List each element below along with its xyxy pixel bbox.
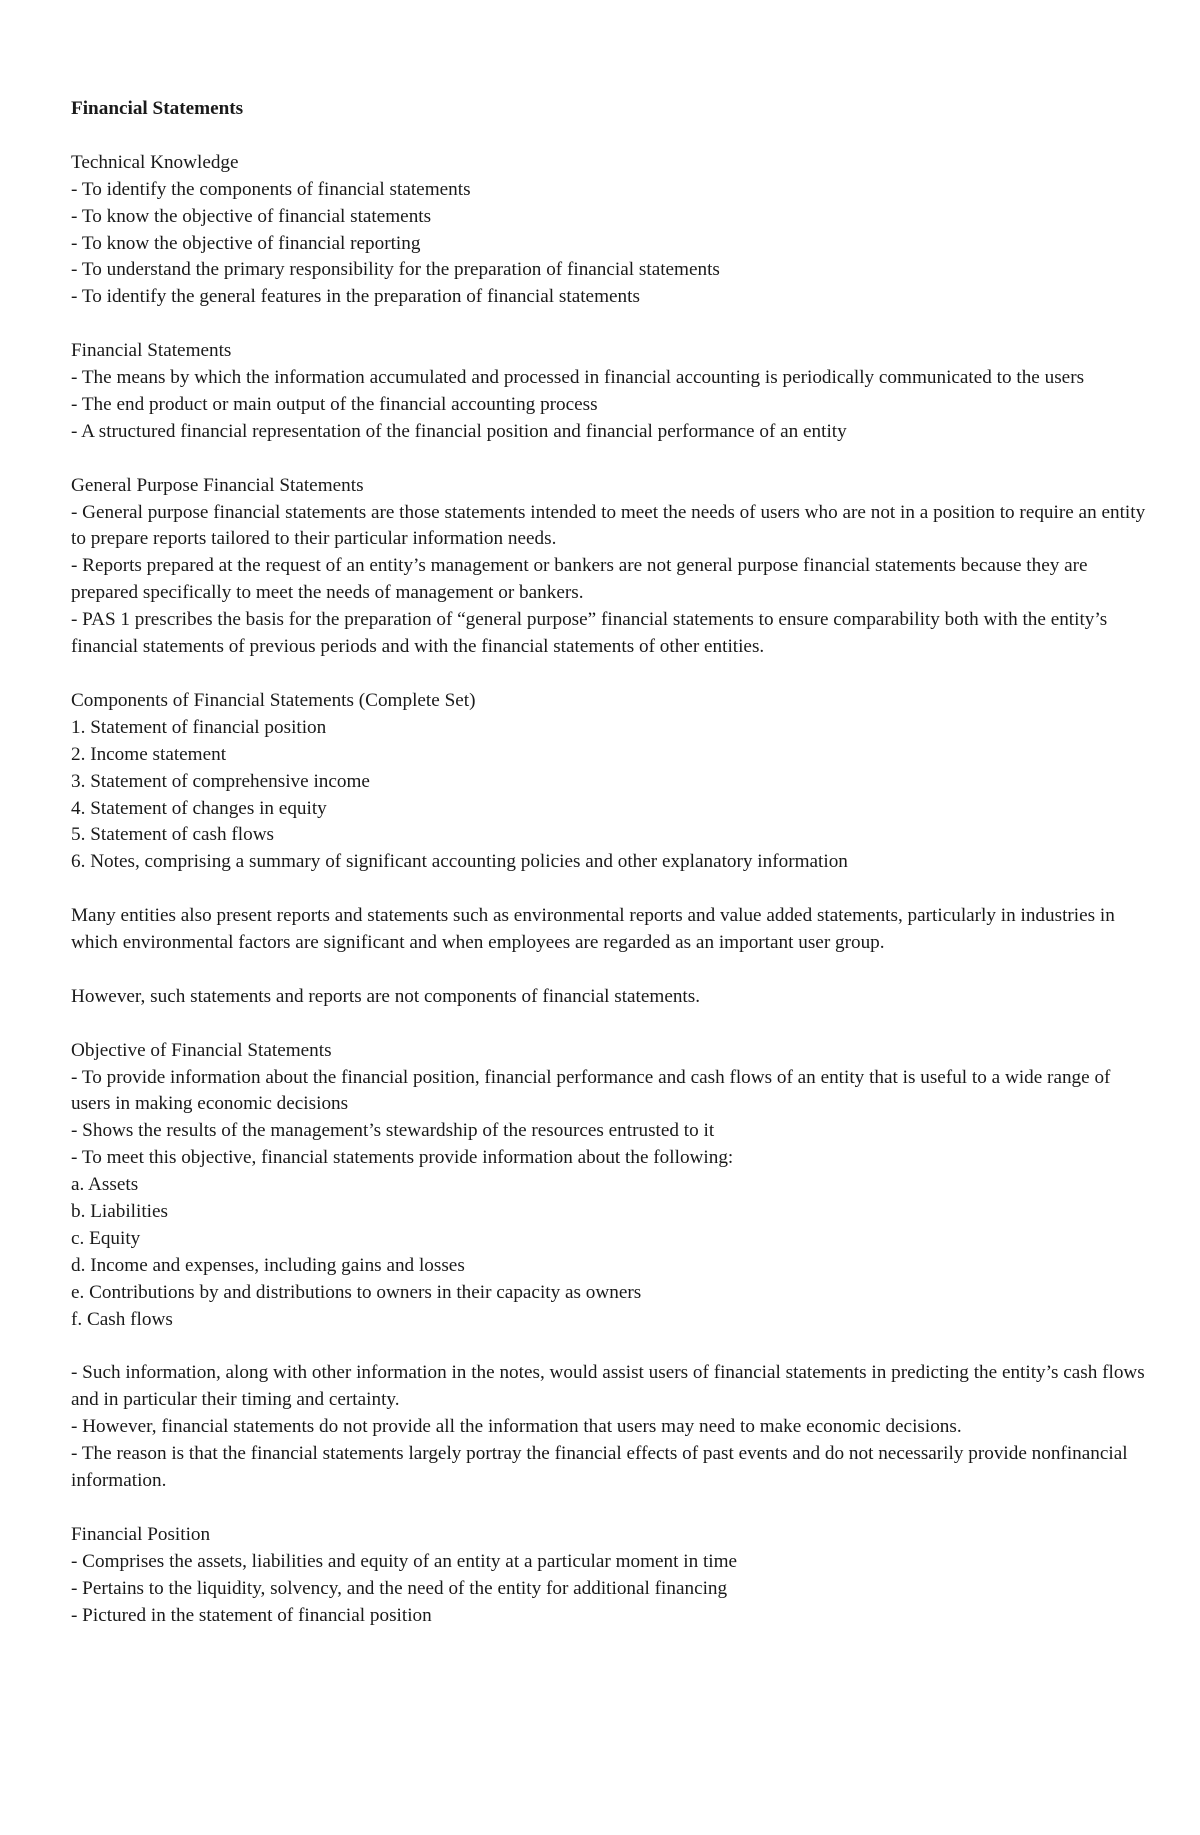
list-item: - General purpose financial statements are those statements intended to meet the needs of users who are not in a position to require an entity to prepare reports tailored to their particular information needs. — [71, 501, 1146, 550]
list-item: 2. Income statement — [71, 743, 227, 765]
list-item: f. Cash flows — [71, 1308, 173, 1330]
section-financial-statements — [71, 338, 1146, 446]
list-item: - To provide information about the financial position, financial performance and cash flows of an entity that is useful to a wide range of users in making economic decisions — [71, 1066, 1111, 1115]
paragraph: However, such statements and reports are not components of financial statements. — [71, 985, 701, 1007]
list-item: - To understand the primary responsibility for the preparation of financial statements — [71, 259, 720, 281]
list-item: d. Income and expenses, including gains and losses — [71, 1254, 465, 1276]
section-heading: Financial Position — [71, 1523, 211, 1545]
section-heading: Technical Knowledge — [71, 151, 239, 173]
section-heading: Financial Statements — [71, 340, 232, 362]
section-heading: Objective of Financial Statements — [71, 1039, 332, 1061]
section-technical-knowledge — [71, 150, 1146, 311]
list-item: 6. Notes, comprising a summary of significant accounting policies and other explanatory information — [71, 851, 848, 873]
list-item: 3. Statement of comprehensive income — [71, 770, 370, 792]
list-item: a. Assets — [71, 1174, 139, 1196]
section-information-notes — [71, 1360, 1146, 1495]
list-item: - However, financial statements do not provide all the information that users may need to make economic decisions. — [71, 1416, 962, 1438]
list-item: - The means by which the information accumulated and processed in financial accounting is periodically communicated to the users — [71, 367, 1085, 389]
list-item: - To know the objective of financial reporting — [71, 232, 421, 254]
list-item: 5. Statement of cash flows — [71, 824, 275, 846]
section-general-purpose — [71, 473, 1146, 661]
list-item: 4. Statement of changes in equity — [71, 797, 327, 819]
list-item: - Shows the results of the management’s stewardship of the resources entrusted to it — [71, 1120, 715, 1142]
paragraph-other-reports — [71, 903, 1146, 957]
list-item: - Pertains to the liquidity, solvency, and the need of the entity for additional financing — [71, 1577, 728, 1599]
list-item: - The end product or main output of the financial accounting process — [71, 393, 598, 415]
list-item: b. Liabilities — [71, 1201, 168, 1223]
paragraph: Many entities also present reports and statements such as environmental reports and value added statements, particularly in industries in which environmental factors are significant and when employees are regarded as an important user group. — [71, 905, 1115, 954]
list-item: - To identify the general features in the preparation of financial statements — [71, 286, 640, 308]
document-title: Financial Statements — [71, 98, 244, 119]
list-item: - A structured financial representation of the financial position and financial performance of an entity — [71, 420, 847, 442]
list-item: - To know the objective of financial statements — [71, 205, 432, 227]
list-item: - Pictured in the statement of financial position — [71, 1604, 432, 1626]
section-heading: Components of Financial Statements (Complete Set) — [71, 689, 476, 711]
list-item: - Reports prepared at the request of an entity’s management or bankers are not general purpose financial statements because they are prepared specifically to meet the needs of management or bankers. — [71, 555, 1088, 604]
section-financial-position — [71, 1522, 1146, 1630]
list-item: c. Equity — [71, 1227, 141, 1249]
section-heading: General Purpose Financial Statements — [71, 474, 364, 496]
list-item: - To meet this objective, financial statements provide information about the following: — [71, 1147, 734, 1169]
section-components — [71, 688, 1146, 876]
list-item: - The reason is that the financial statements largely portray the financial effects of past events and do not necessarily provide nonfinancial information. — [71, 1443, 1128, 1492]
list-item: - Such information, along with other information in the notes, would assist users of financial statements in predicting the entity’s cash flows and in particular their timing and certainty. — [71, 1362, 1145, 1411]
list-item: e. Contributions by and distributions to owners in their capacity as owners — [71, 1281, 642, 1303]
document-page — [71, 96, 1146, 1630]
list-item: - To identify the components of financial statements — [71, 178, 471, 200]
section-objective — [71, 1038, 1146, 1334]
list-item: - PAS 1 prescribes the basis for the preparation of “general purpose” financial statements to ensure comparability both with the entity’s financial statements of previous periods and with the financial statements of other entities. — [71, 609, 1108, 658]
list-item: 1. Statement of financial position — [71, 716, 327, 738]
list-item: - Comprises the assets, liabilities and equity of an entity at a particular moment in time — [71, 1550, 738, 1572]
paragraph-not-components — [71, 984, 1146, 1011]
